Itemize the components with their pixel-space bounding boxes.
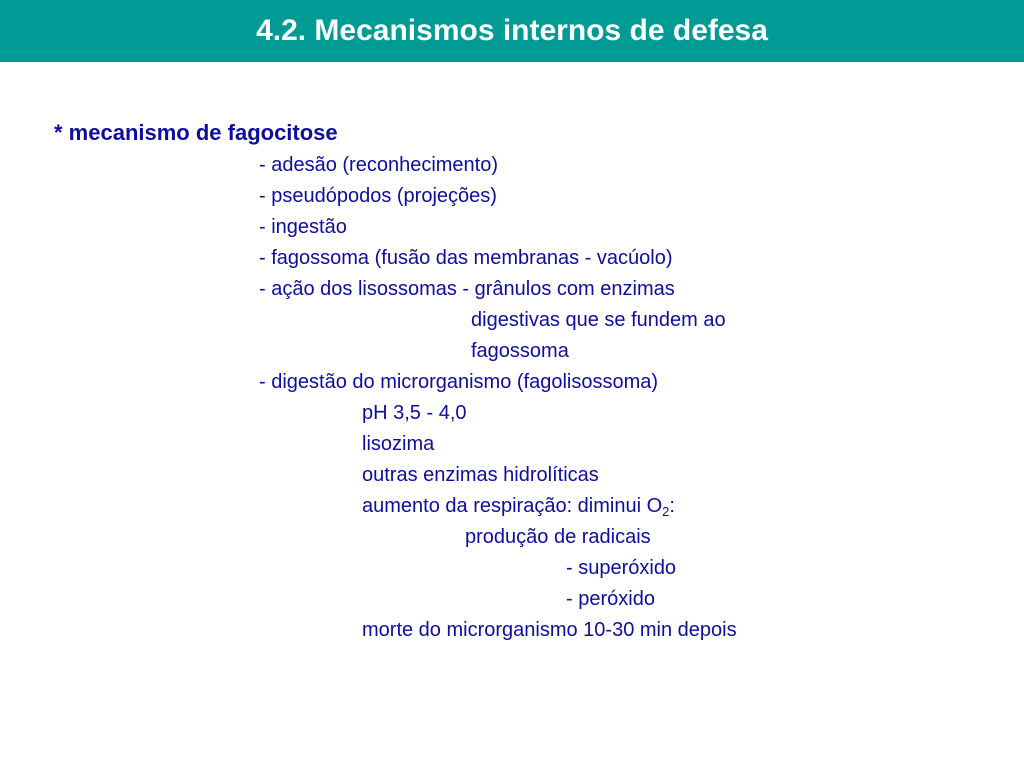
list-item-pseudopods: - pseudópodos (projeções) [259, 185, 497, 207]
list-item-adhesion: - adesão (reconhecimento) [259, 154, 499, 176]
list-item-lysosomes-cont-2: fagossoma [471, 340, 569, 362]
list-item-ingestion: - ingestão [259, 216, 347, 238]
sub-item-ph: pH 3,5 - 4,0 [362, 402, 467, 424]
sub-item-lysozyme: lisozima [362, 433, 435, 455]
respiration-colon: : [669, 495, 675, 517]
section-heading: * mecanismo de fagocitose [54, 120, 338, 145]
oxygen-subscript: 2 [662, 504, 670, 519]
slide-title: 4.2. Mecanismos internos de defesa [256, 14, 768, 47]
sub-item-radicals: produção de radicais [465, 526, 651, 548]
sub-item-peroxide: - peróxido [566, 588, 655, 610]
sub-item-superoxide: - superóxido [566, 557, 677, 579]
sub-item-respiration [362, 494, 675, 518]
sub-item-death: morte do microrganismo 10-30 min depois [362, 619, 737, 641]
respiration-text: aumento da respiração: diminui O [362, 495, 663, 517]
list-item-lysosomes-cont-1: digestivas que se fundem ao [471, 309, 726, 331]
title-bar [0, 0, 1024, 62]
list-item-lysosomes: - ação dos lisossomas - grânulos com enzimas [259, 278, 675, 300]
sub-item-hydrolytic-enzymes: outras enzimas hidrolíticas [362, 464, 599, 486]
list-item-digestion: - digestão do microrganismo (fagolisossoma) [259, 371, 659, 393]
list-item-phagosome: - fagossoma (fusão das membranas - vacúolo) [259, 247, 673, 269]
